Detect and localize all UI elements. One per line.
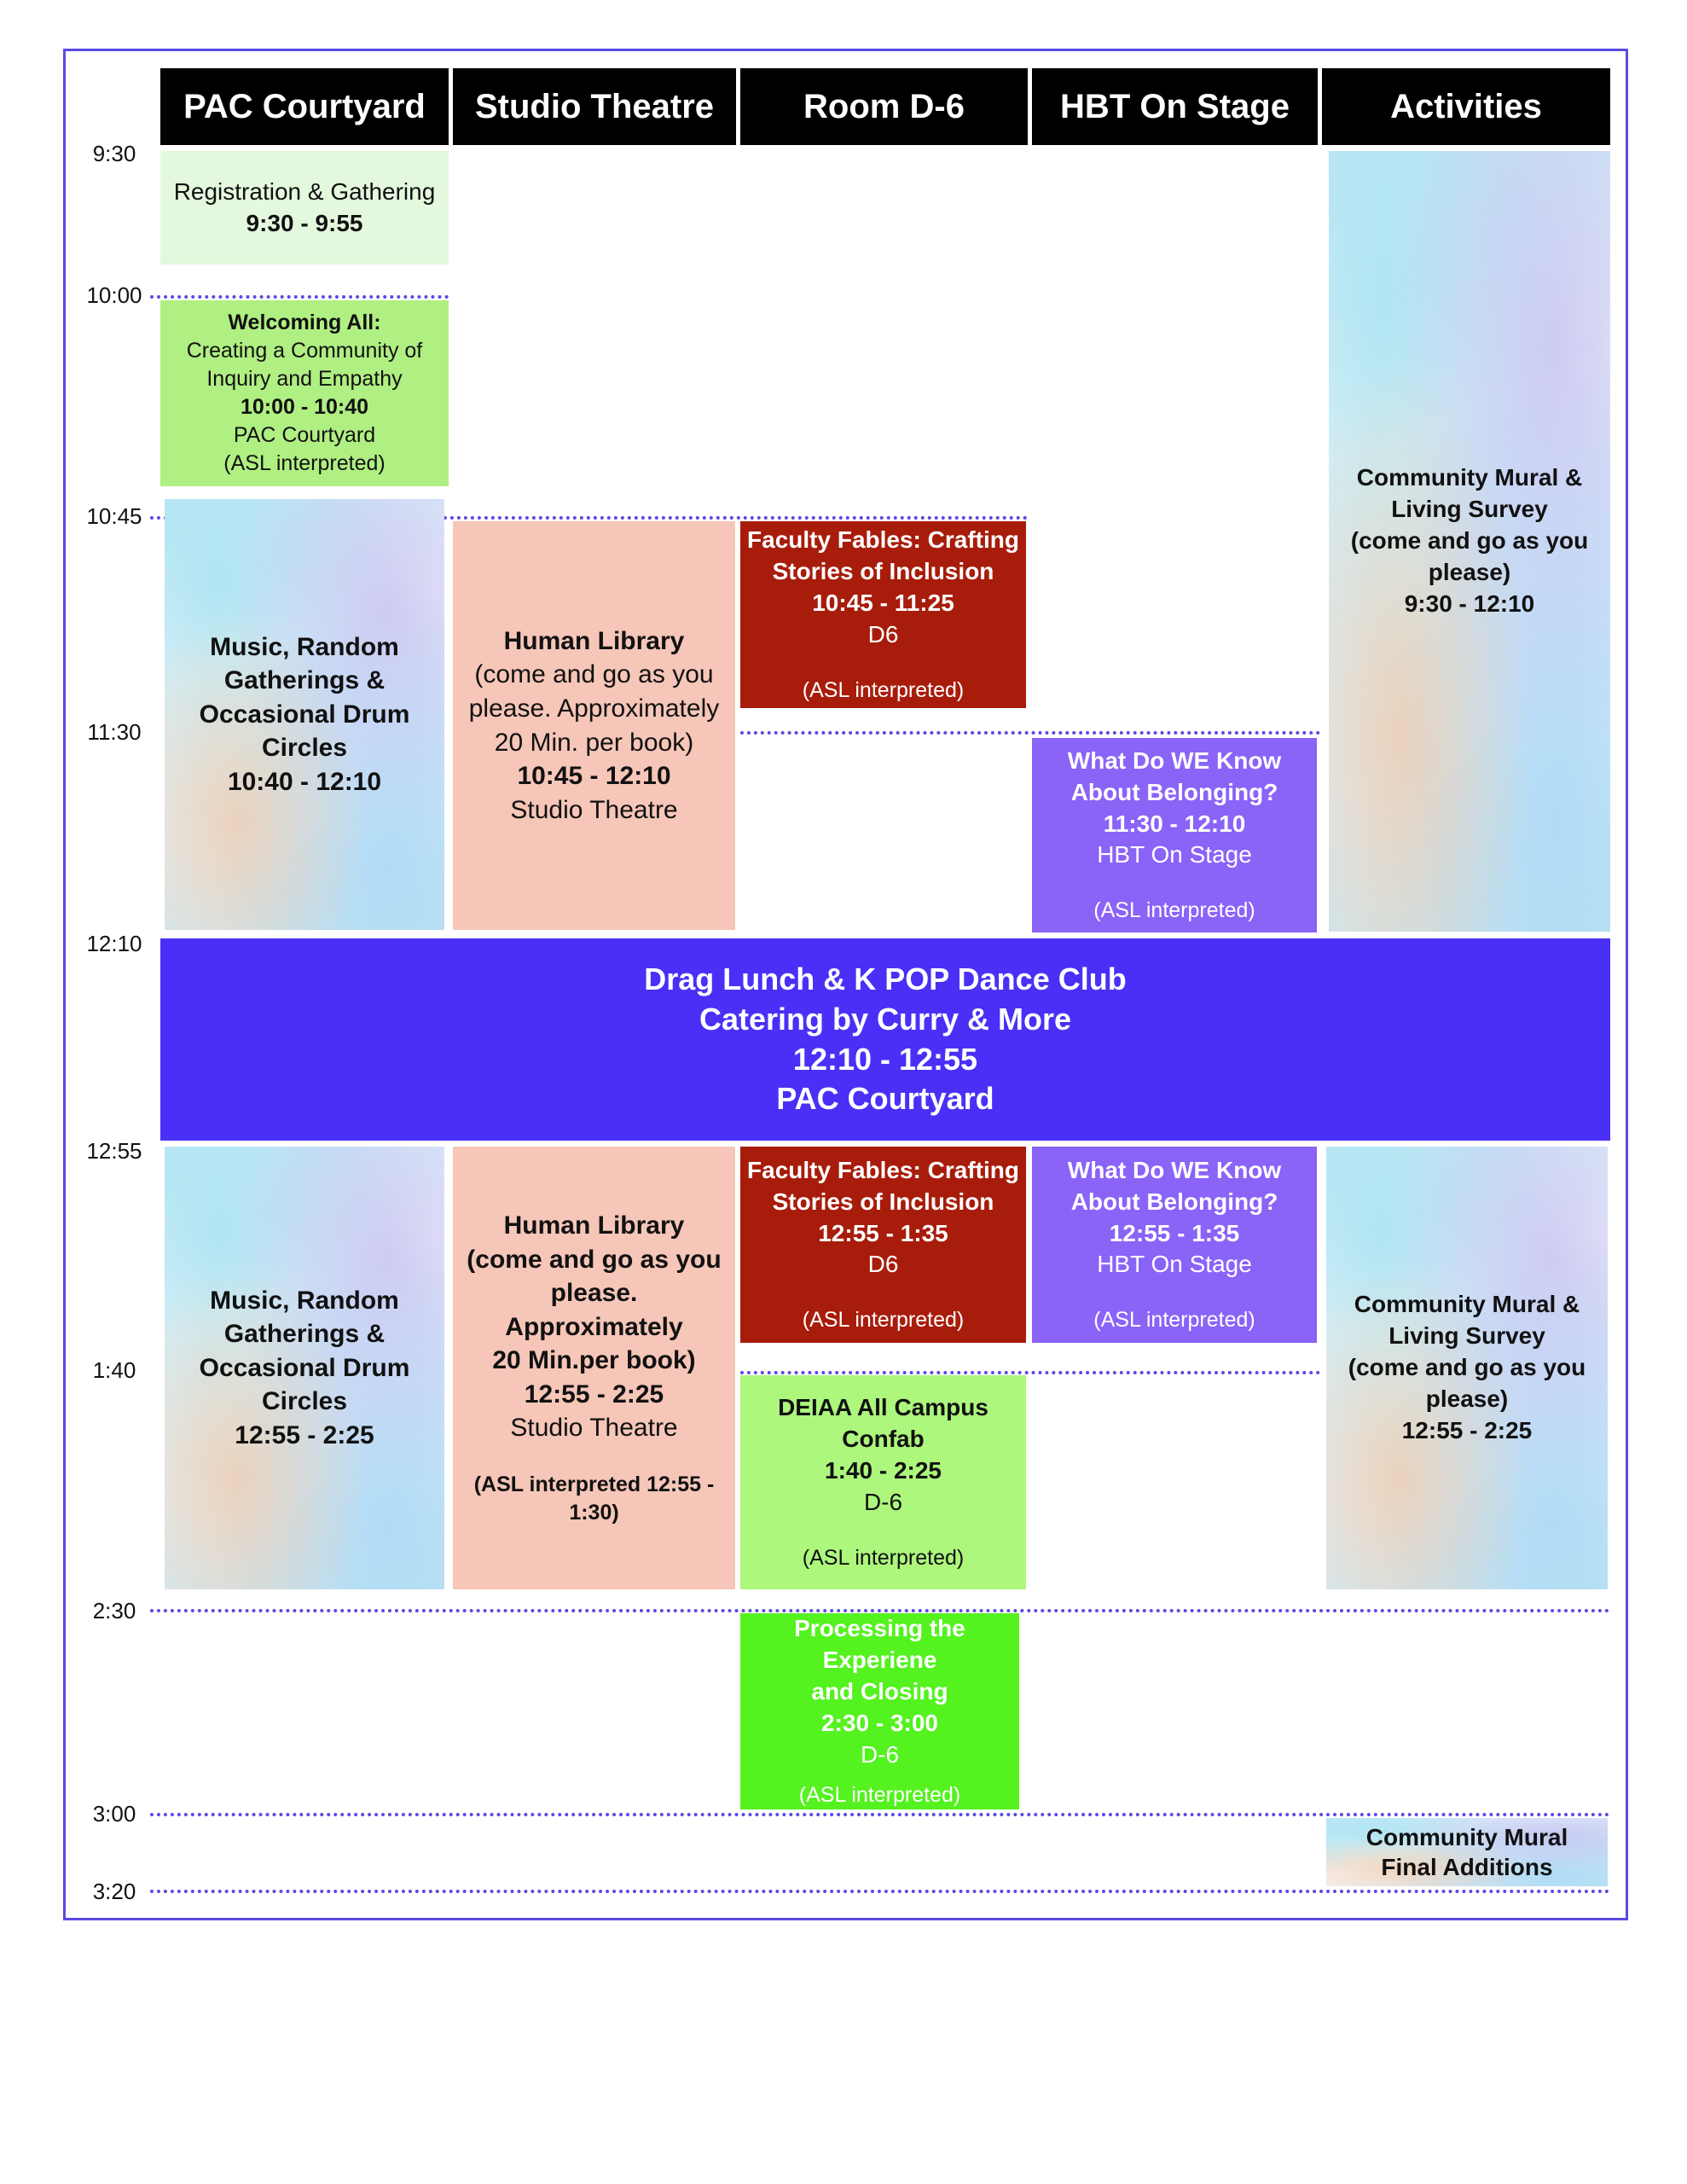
session-place: D6 xyxy=(867,620,899,648)
session-registration xyxy=(160,151,449,264)
time-label: 12:55 xyxy=(86,1138,142,1164)
asl-note: (ASL interpreted) xyxy=(802,677,965,702)
session-title: Faculty Fables: Crafting xyxy=(747,526,1019,554)
session-text: please) xyxy=(1428,558,1511,585)
session-title: Welcoming All: xyxy=(228,311,381,334)
session-time: 12:55 - 2:25 xyxy=(235,1420,374,1449)
session-music-am xyxy=(165,499,444,930)
session-text: please) xyxy=(1425,1385,1509,1412)
session-time: 12:10 - 12:55 xyxy=(792,1041,978,1077)
header-label: Room D-6 xyxy=(803,87,965,125)
session-title: Circles xyxy=(261,1387,348,1416)
session-title: Occasional Drum xyxy=(199,1353,410,1382)
time-label: 3:20 xyxy=(92,1879,136,1904)
header-label: PAC Courtyard xyxy=(183,87,426,125)
session-text: (come and go as you xyxy=(1350,527,1589,555)
time-label: 1:40 xyxy=(92,1357,136,1383)
session-text: please. Approximately xyxy=(468,694,720,723)
session-time: 12:55 - 1:35 xyxy=(1109,1219,1240,1246)
session-faculty-fables-am xyxy=(740,521,1026,708)
session-time: 12:55 - 2:25 xyxy=(524,1380,664,1409)
time-divider xyxy=(150,295,449,299)
session-title: Music, Random xyxy=(210,632,399,661)
session-time: 2:30 - 3:00 xyxy=(821,1709,938,1736)
session-processing-closing xyxy=(740,1613,1019,1809)
time-label: 9:30 xyxy=(92,141,136,166)
session-title: About Belonging? xyxy=(1070,778,1278,805)
session-text: please. xyxy=(550,1279,638,1308)
session-text: (come and go as you xyxy=(1348,1354,1586,1381)
session-title: Human Library xyxy=(503,1211,685,1240)
session-time: 10:45 - 11:25 xyxy=(812,590,954,616)
session-community-mural-am xyxy=(1329,151,1610,932)
session-faculty-fables-pm xyxy=(740,1147,1026,1343)
header-label: HBT On Stage xyxy=(1060,87,1290,125)
session-title: Registration & Gathering xyxy=(173,177,436,205)
session-title: Occasional Drum xyxy=(199,700,410,729)
session-time: 11:30 - 12:10 xyxy=(1103,810,1246,837)
time-label: 2:30 xyxy=(92,1598,136,1623)
session-text: (come and go as you xyxy=(474,660,714,689)
session-time: 1:40 - 2:25 xyxy=(825,1457,942,1484)
time-label: 11:30 xyxy=(87,719,142,745)
session-time: 10:45 - 12:10 xyxy=(517,762,671,791)
session-title: Community Mural xyxy=(1365,1824,1568,1850)
session-place: Studio Theatre xyxy=(510,1414,678,1443)
asl-note: 1:30) xyxy=(569,1501,619,1525)
session-time: 12:55 - 1:35 xyxy=(818,1219,948,1246)
session-title: Processing the Experiene xyxy=(794,1615,965,1673)
session-title: and Closing xyxy=(811,1677,948,1705)
session-human-library-am xyxy=(453,521,735,930)
session-welcoming xyxy=(160,300,449,486)
time-divider xyxy=(740,731,1320,735)
asl-note: (ASL interpreted) xyxy=(802,1545,965,1570)
header-label: Activities xyxy=(1390,87,1542,125)
session-title: Community Mural & xyxy=(1354,1291,1580,1318)
session-text: Creating a Community of xyxy=(186,339,423,363)
time-divider xyxy=(150,1609,1610,1612)
session-place: D6 xyxy=(867,1251,899,1278)
session-title: What Do WE Know xyxy=(1067,746,1282,774)
header-activities xyxy=(1322,68,1610,145)
asl-note: (ASL interpreted) xyxy=(223,451,386,475)
session-place: PAC Courtyard xyxy=(233,423,376,447)
header-label: Studio Theatre xyxy=(474,87,715,125)
session-community-mural-pm xyxy=(1326,1147,1608,1589)
session-time: 9:30 - 9:55 xyxy=(246,209,363,236)
time-divider xyxy=(740,1371,1320,1374)
session-place: D-6 xyxy=(860,1740,900,1768)
time-divider xyxy=(150,1890,1610,1893)
header-studio-theatre xyxy=(453,68,736,145)
asl-note: (ASL interpreted) xyxy=(798,1783,961,1807)
session-place: PAC Courtyard xyxy=(776,1081,994,1117)
asl-note: (ASL interpreted) xyxy=(1093,1308,1255,1333)
session-belonging-pm xyxy=(1032,1147,1317,1343)
session-place: HBT On Stage xyxy=(1097,1251,1252,1278)
session-title: Gatherings & xyxy=(223,1320,386,1349)
session-drag-lunch xyxy=(160,938,1610,1141)
asl-note: (ASL interpreted) xyxy=(802,1308,965,1333)
time-label: 10:00 xyxy=(86,282,142,308)
header-room-d6 xyxy=(740,68,1028,145)
session-text: Approximately xyxy=(505,1312,683,1341)
session-time: 10:40 - 12:10 xyxy=(227,767,382,796)
session-time: 12:55 - 2:25 xyxy=(1401,1416,1533,1443)
time-label: 3:00 xyxy=(92,1801,136,1827)
session-place: Studio Theatre xyxy=(510,795,678,824)
session-community-mural-final xyxy=(1326,1818,1608,1886)
time-divider xyxy=(150,1813,1610,1816)
session-title: Gatherings & xyxy=(223,666,386,695)
session-time: 9:30 - 12:10 xyxy=(1404,590,1535,617)
session-text: 20 Min.per book) xyxy=(492,1346,696,1375)
header-hbt-on-stage xyxy=(1032,68,1318,145)
session-text: 20 Min. per book) xyxy=(494,728,694,757)
session-place: D-6 xyxy=(863,1488,903,1515)
session-title: Catering by Curry & More xyxy=(699,1001,1072,1037)
session-title: Drag Lunch & K POP Dance Club xyxy=(644,961,1127,996)
session-title: Final Additions xyxy=(1381,1854,1553,1880)
session-title: Stories of Inclusion xyxy=(772,1188,994,1215)
session-title: Circles xyxy=(261,734,348,763)
session-place: HBT On Stage xyxy=(1097,841,1252,868)
session-title: Stories of Inclusion xyxy=(772,558,994,585)
session-human-library-pm xyxy=(453,1147,735,1589)
session-title: Community Mural & xyxy=(1356,464,1583,491)
session-belonging-am xyxy=(1032,738,1317,932)
session-title: Living Survey xyxy=(1388,1322,1545,1350)
session-title: Music, Random xyxy=(210,1286,399,1315)
session-title: Faculty Fables: Crafting xyxy=(747,1156,1019,1183)
time-label: 12:10 xyxy=(86,931,142,956)
header-pac-courtyard xyxy=(160,68,449,145)
time-label: 10:45 xyxy=(86,503,142,529)
session-title: Living Survey xyxy=(1391,496,1548,523)
session-title: About Belonging? xyxy=(1070,1188,1278,1215)
session-music-pm xyxy=(165,1147,444,1589)
session-time: 10:00 - 10:40 xyxy=(240,395,369,419)
session-deiaa-confab xyxy=(740,1375,1026,1589)
session-title: What Do WE Know xyxy=(1067,1156,1282,1183)
session-text: Inquiry and Empathy xyxy=(206,367,403,391)
session-title: DEIAA All Campus Confab xyxy=(778,1394,988,1453)
asl-note: (ASL interpreted 12:55 - xyxy=(473,1472,715,1497)
asl-note: (ASL interpreted) xyxy=(1093,898,1255,923)
session-text: (come and go as you xyxy=(467,1245,722,1274)
session-title: Human Library xyxy=(503,626,685,655)
